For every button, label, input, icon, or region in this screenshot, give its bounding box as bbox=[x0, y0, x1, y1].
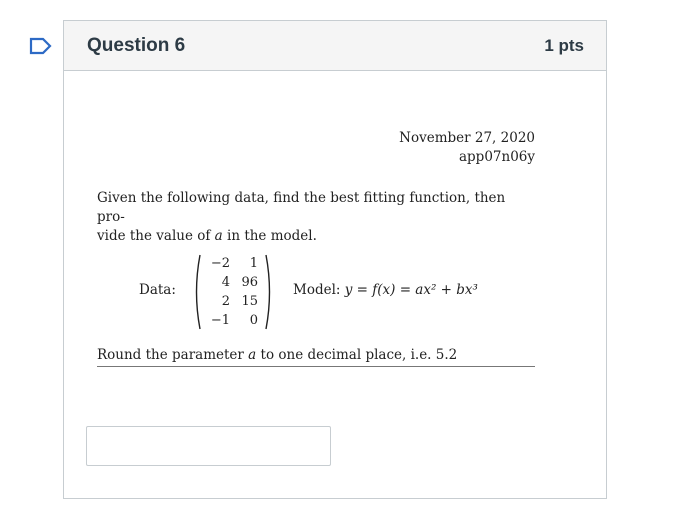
question-document bbox=[97, 129, 537, 365]
prompt-line-2-pre: vide the value of bbox=[97, 228, 215, 244]
question-prompt bbox=[97, 189, 537, 246]
document-date: November 27, 2020 bbox=[399, 130, 535, 146]
data-matrix bbox=[192, 254, 274, 330]
question-title: Question 6 bbox=[87, 34, 186, 56]
matrix-cell: 4 bbox=[221, 275, 230, 290]
data-label: Data: bbox=[139, 282, 176, 298]
question-card bbox=[63, 20, 607, 499]
matrix-cell: 96 bbox=[241, 275, 258, 290]
matrix-cell: 15 bbox=[241, 294, 258, 309]
data-row bbox=[97, 254, 537, 330]
matrix-cell: −1 bbox=[210, 313, 230, 328]
matrix-grid bbox=[206, 254, 260, 330]
matrix-cell: 1 bbox=[249, 256, 258, 271]
prompt-line-2-post: in the model. bbox=[222, 228, 317, 244]
document-code: app07n06y bbox=[458, 149, 535, 165]
matrix-cell: 2 bbox=[221, 294, 230, 309]
model-expression: y = f(x) = ax² + bx³ bbox=[344, 282, 478, 298]
rounding-instruction bbox=[97, 346, 537, 365]
question-points: 1 pts bbox=[544, 35, 584, 55]
prompt-variable: a bbox=[214, 228, 223, 244]
model-label: Model: bbox=[293, 282, 341, 298]
round-pre: Round the parameter bbox=[97, 347, 249, 363]
prompt-line-1: Given the following data, find the best fitting function, then pro- bbox=[97, 190, 506, 225]
model-text bbox=[293, 282, 478, 298]
matrix-cell: 0 bbox=[249, 313, 258, 328]
round-variable: a bbox=[248, 347, 257, 363]
right-paren bbox=[264, 254, 274, 330]
matrix-cell: −2 bbox=[210, 256, 230, 271]
round-post: to one decimal place, i.e. 5.2 bbox=[256, 347, 458, 363]
question-header bbox=[64, 21, 606, 71]
divider bbox=[97, 366, 535, 367]
bookmark-flag-icon[interactable] bbox=[29, 37, 53, 55]
left-paren bbox=[192, 254, 202, 330]
answer-input[interactable] bbox=[86, 426, 331, 466]
